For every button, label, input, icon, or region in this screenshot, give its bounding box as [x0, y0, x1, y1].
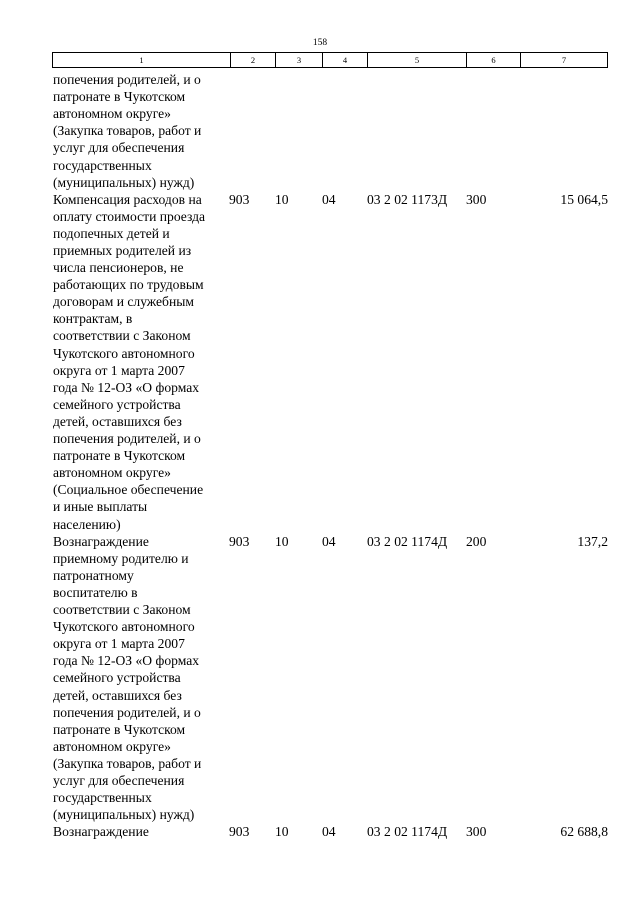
header-col-7: 7	[520, 53, 607, 67]
header-col-2: 2	[230, 53, 275, 67]
description-line: Чукотского автономного	[53, 345, 195, 361]
description-line: округа от 1 марта 2007	[53, 636, 185, 652]
description-line: соответствии с Законом	[53, 602, 191, 618]
expense-type-code: 300	[466, 191, 487, 207]
description-line: услуг для обеспечения	[53, 773, 185, 789]
description-line: контрактам, в	[53, 311, 133, 327]
description-line: (муниципальных) нужд)	[53, 807, 195, 823]
description-line: населению)	[53, 516, 121, 532]
description-line: автономном округе»	[53, 106, 171, 122]
description-line: (Социальное обеспечение	[53, 482, 204, 498]
description-line: подопечных детей и	[53, 225, 170, 241]
description-line: государственных	[53, 790, 152, 806]
description-line: попечения родителей, и о	[53, 431, 201, 447]
description-line: воспитателю в	[53, 584, 138, 600]
description-line: соответствии с Законом	[53, 328, 191, 344]
expense-type-code: 300	[466, 824, 487, 840]
description-line: округа от 1 марта 2007	[53, 362, 185, 378]
description-line: услуг для обеспечения	[53, 140, 185, 156]
subsection-code: 04	[322, 533, 336, 549]
description-line: патронате в Чукотском	[53, 448, 186, 464]
header-col-1: 1	[139, 55, 144, 65]
header-col-4: 4	[322, 53, 367, 67]
description-line: детей, оставшихся без	[53, 687, 182, 703]
expense-type-code: 200	[466, 533, 487, 549]
target-article-code: 03 2 02 1173Д	[367, 191, 448, 207]
description-line: и иные выплаты	[53, 499, 148, 515]
description-line: семейного устройства	[53, 670, 181, 686]
description-line: семейного устройства	[53, 396, 181, 412]
page-number: 158	[312, 38, 328, 48]
description-line: государственных	[53, 157, 152, 173]
header-col-3: 3	[275, 53, 322, 67]
description-line: (Закупка товаров, работ и	[53, 123, 202, 139]
amount: 137,2	[577, 533, 608, 549]
column-number-header	[52, 52, 608, 68]
section-code: 10	[275, 533, 289, 549]
description-line: автономном округе»	[53, 738, 171, 754]
amount: 15 064,5	[560, 191, 608, 207]
description-line: года № 12-ОЗ «О формах	[53, 379, 200, 395]
description-line: автономном округе»	[53, 465, 171, 481]
description-line: года № 12-ОЗ «О формах	[53, 653, 200, 669]
description-line: Вознаграждение	[53, 824, 149, 840]
description-line: Чукотского автономного	[53, 619, 195, 635]
description-line: оплату стоимости проезда	[53, 208, 206, 224]
amount: 62 688,8	[560, 824, 608, 840]
subsection-code: 04	[322, 824, 336, 840]
description-line: работающих по трудовым	[53, 277, 204, 293]
description-line: попечения родителей, и о	[53, 704, 201, 720]
description-line: Вознаграждение	[53, 533, 149, 549]
description-line: договорам и служебным	[53, 294, 194, 310]
ved-code: 903	[229, 533, 250, 549]
ved-code: 903	[229, 191, 250, 207]
description-line: патронатному	[53, 567, 134, 583]
description-line: патронате в Чукотском	[53, 89, 186, 105]
description-line: детей, оставшихся без	[53, 413, 182, 429]
header-col-5: 5	[367, 53, 466, 67]
section-code: 10	[275, 191, 289, 207]
description-line: приемному родителю и	[53, 550, 189, 566]
subsection-code: 04	[322, 191, 336, 207]
target-article-code: 03 2 02 1174Д	[367, 533, 448, 549]
description-line: патронате в Чукотском	[53, 721, 186, 737]
description-line: попечения родителей, и о	[53, 72, 201, 87]
description-line: Компенсация расходов на	[53, 191, 202, 207]
description-line: приемных родителей из	[53, 242, 192, 258]
description-line: (муниципальных) нужд)	[53, 174, 195, 190]
ved-code: 903	[229, 824, 250, 840]
target-article-code: 03 2 02 1174Д	[367, 824, 448, 840]
section-code: 10	[275, 824, 289, 840]
description-line: числа пенсионеров, не	[53, 260, 184, 276]
description-line: (Закупка товаров, работ и	[53, 755, 202, 771]
header-col-6: 6	[466, 53, 520, 67]
